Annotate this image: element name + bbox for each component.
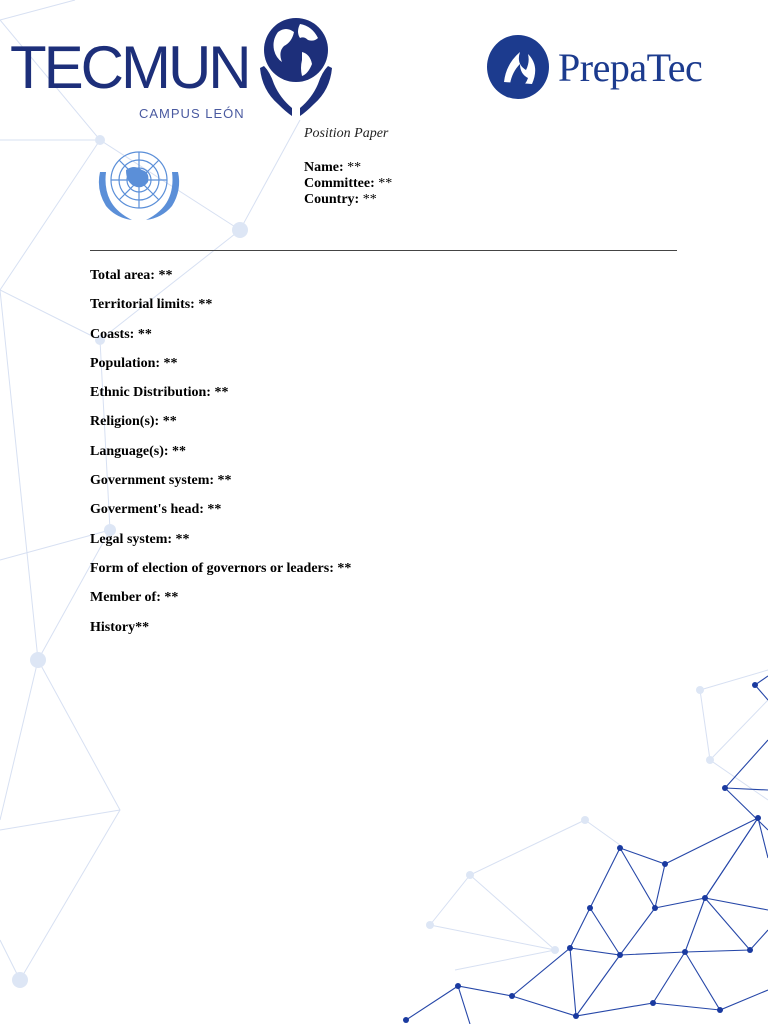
globe-hands-icon (256, 12, 336, 122)
field-languages: Language(s): ** (90, 443, 187, 459)
field-government-head: Goverment's head: ** (90, 502, 222, 518)
prepatec-logo-text: PrepaTec (558, 45, 703, 90)
field-legal-system: Legal system: ** (90, 531, 190, 547)
field-coasts: Coasts: ** (90, 326, 152, 342)
field-election-form: Form of election of governors or leaders: ** (90, 560, 352, 576)
field-member-of: Member of: ** (90, 590, 179, 606)
name-line (304, 160, 392, 176)
name-label: Name: (304, 160, 344, 175)
committee-line (304, 176, 392, 192)
delegate-info (304, 160, 392, 208)
field-ethnic-distribution: Ethnic Distribution: ** (90, 385, 229, 401)
country-line (304, 192, 392, 208)
committee-value: ** (378, 176, 393, 191)
country-fields-list (90, 266, 351, 647)
country-label: Country: (304, 192, 360, 207)
field-population: Population: ** (90, 355, 178, 371)
tecmun-logo-text: TECMUN (10, 34, 249, 101)
committee-label: Committee: (304, 176, 375, 191)
document-title: Position Paper (304, 126, 389, 141)
field-history: History** (90, 619, 150, 635)
field-territorial-limits: Territorial limits: ** (90, 297, 213, 313)
prepatec-flame-icon (486, 34, 550, 100)
field-government-system: Government system: ** (90, 473, 232, 489)
campus-label: CAMPUS LEÓN (139, 106, 245, 121)
horizontal-divider (90, 250, 677, 251)
field-total-area: Total area: ** (90, 268, 173, 283)
country-value: ** (362, 192, 377, 207)
name-value: ** (347, 160, 362, 175)
un-emblem-icon (92, 142, 186, 222)
field-religions: Religion(s): ** (90, 414, 177, 430)
